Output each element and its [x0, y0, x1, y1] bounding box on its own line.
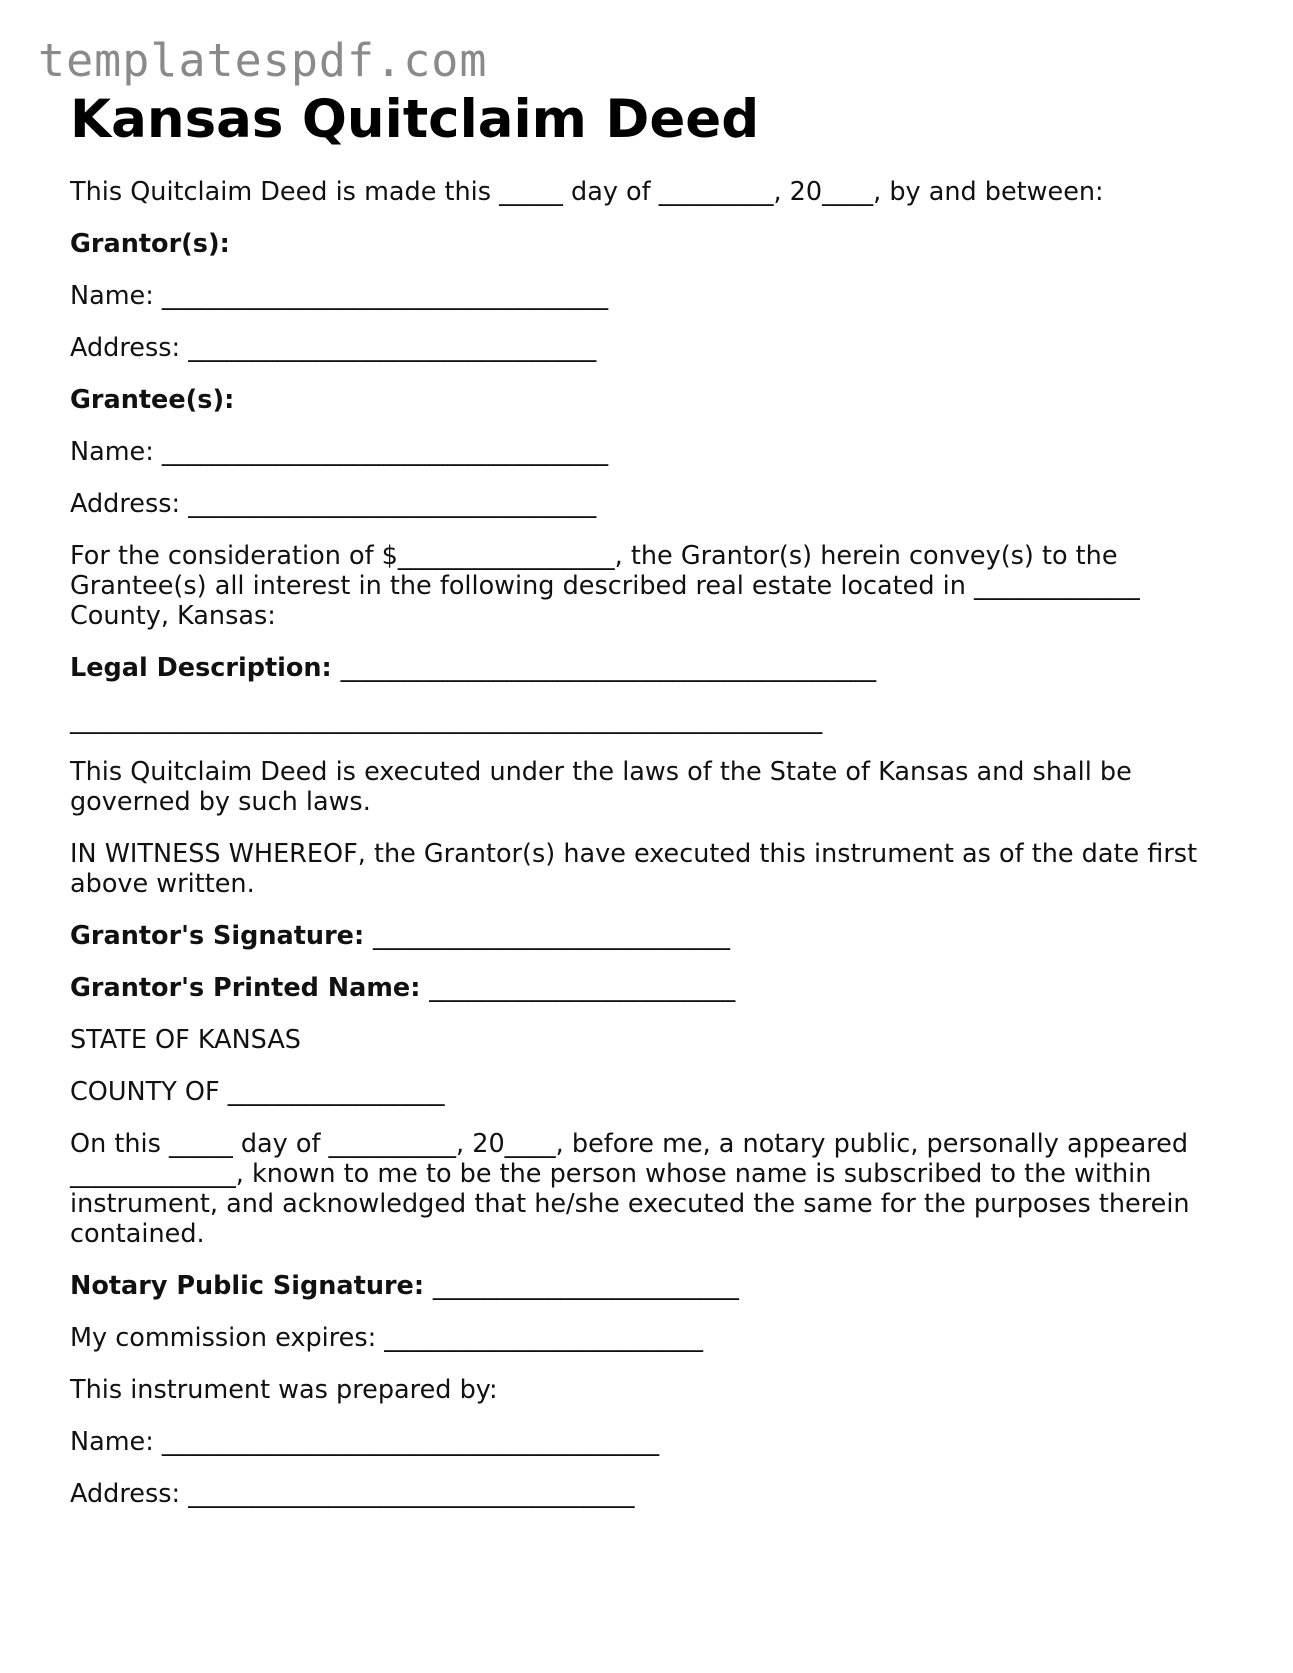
grantor-heading: Grantor(s): — [70, 229, 230, 259]
preparer-address-field: Address: ___________________________________ — [70, 1479, 635, 1509]
prepared-by-heading: This instrument was prepared by: — [70, 1375, 498, 1405]
grantor-printed-name-label: Grantor's Printed Name: — [70, 973, 430, 1003]
acknowledgment-paragraph: On this _____ day of __________, 20____, before me, a notary public, personally appeared _____________, known to me to be the person whose name is subscribed to the within instrument, and acknowledged that he/she executed the same for the purposes therein contained. — [70, 1129, 1198, 1249]
county-field: COUNTY OF _________________ — [70, 1077, 445, 1107]
grantor-address-field: Address: ________________________________ — [70, 333, 597, 363]
notary-signature-label: Notary Public Signature: — [70, 1271, 433, 1301]
grantee-name-field: Name: ___________________________________ — [70, 437, 609, 467]
deed-document — [70, 88, 1230, 1509]
legal-description-line-2: ___________________________________________________________ — [70, 705, 823, 735]
grantor-signature-line: ____________________________ — [373, 921, 731, 951]
intro-paragraph: This Quitclaim Deed is made this _____ day of _________, 20____, by and between: — [70, 177, 1104, 207]
legal-description-label: Legal Description: — [70, 653, 341, 683]
state-line: STATE OF KANSAS — [70, 1025, 301, 1055]
grantor-signature-field — [70, 921, 1230, 951]
grantee-address-field: Address: ________________________________ — [70, 489, 597, 519]
watermark: templatespdf.com — [38, 34, 488, 87]
preparer-name-field: Name: _______________________________________ — [70, 1427, 660, 1457]
consideration-paragraph: For the consideration of $_________________, the Grantor(s) herein convey(s) to the Grantee(s) all interest in the following described real estate located in _____________ County, Kansas: — [70, 541, 1148, 631]
notary-signature-field — [70, 1271, 1230, 1301]
witness-paragraph: IN WITNESS WHEREOF, the Grantor(s) have executed this instrument as of the date first above written. — [70, 839, 1206, 899]
document-title: Kansas Quitclaim Deed — [70, 89, 760, 150]
grantee-heading: Grantee(s): — [70, 385, 235, 415]
legal-description-field — [70, 653, 1230, 683]
legal-description-line: __________________________________________ — [340, 653, 877, 683]
notary-signature-line: ________________________ — [432, 1271, 739, 1301]
commission-expires-field: My commission expires: _________________________ — [70, 1323, 704, 1353]
grantor-printed-name-field — [70, 973, 1230, 1003]
grantor-signature-label: Grantor's Signature: — [70, 921, 374, 951]
grantor-printed-name-line: ________________________ — [429, 973, 736, 1003]
grantor-name-field: Name: ___________________________________ — [70, 281, 609, 311]
governing-law-paragraph: This Quitclaim Deed is executed under the laws of the State of Kansas and shall be governed by such laws. — [70, 757, 1140, 817]
